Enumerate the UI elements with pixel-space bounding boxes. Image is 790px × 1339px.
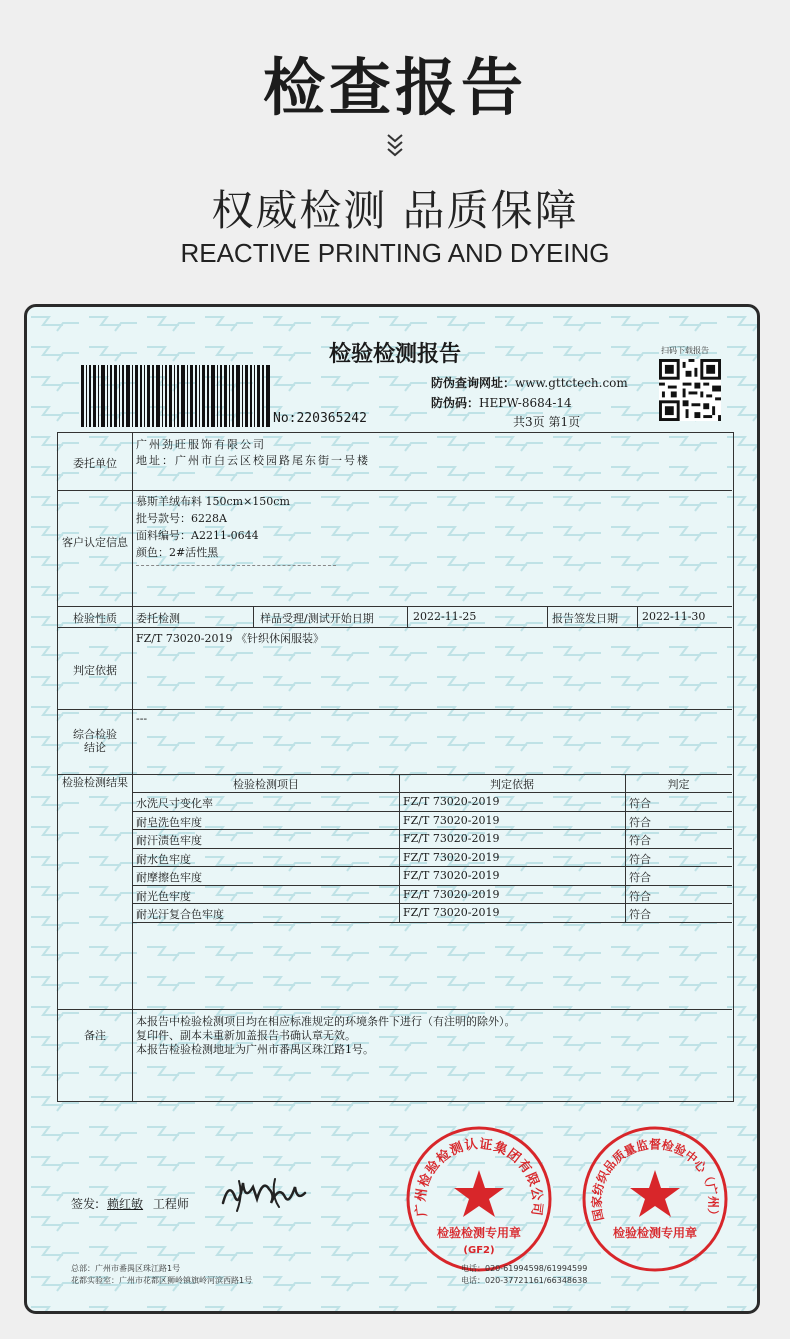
signature-line [71,1195,189,1212]
footer-tel1: 电话：020-61994598/61994599 [461,1264,588,1273]
signer-role: 工程师 [152,1197,189,1211]
table-row-basis: FZ/T 73020-2019 [403,888,500,901]
svg-text:国家纺织品质量监督检验中心（广州）: 国家纺织品质量监督检验中心（广州） [589,1137,721,1223]
table-row-verdict: 符合 [629,908,651,921]
qr-label: 扫码下载报告 [661,346,709,355]
footer-hq: 总部：广州市番禺区珠江路1号 [71,1264,181,1273]
table-row-basis: FZ/T 73020-2019 [403,906,500,919]
table-row-verdict: 符合 [629,890,651,903]
chevron-down-icon [385,130,405,160]
report-form-table [57,432,734,1102]
page-count: 共3页 第1页 [513,415,581,429]
table-row-item: 耐光汗复合色牢度 [136,908,224,921]
query-url[interactable]: www.gttctech.com [515,376,628,390]
conclusion-label: 综合检验结论 [73,728,117,754]
client-label: 委托单位 [73,457,117,470]
table-row-verdict: 符合 [629,871,651,884]
table-row-basis: FZ/T 73020-2019 [403,832,500,845]
table-row-verdict: 符合 [629,797,651,810]
customer-line: 颜色：2#活性黑 [136,546,219,559]
nature-value: 委托检测 [136,612,180,625]
results-header-item: 检验检测项目 [233,778,299,791]
table-row-item: 耐皂洗色牢度 [136,816,202,829]
code-label: 防伪码： [431,396,480,410]
table-row-basis: FZ/T 73020-2019 [403,814,500,827]
footer-huadu: 花都实验室：广州市花都区狮岭镇旗岭河滨西路1号 [71,1276,253,1285]
results-header-verdict: 判定 [667,778,690,791]
report-title: 检验检测报告 [328,341,461,367]
table-row-item: 水洗尺寸变化率 [136,797,213,810]
signer-name: 赖红敏 [107,1197,144,1211]
page-english-subtitle: REACTIVE PRINTING AND DYEING [180,238,610,268]
table-row-item: 耐水色牢度 [136,853,191,866]
svg-text:广州检验检测认证集团有限公司: 广州检验检测认证集团有限公司 [413,1137,545,1218]
customer-line: 面料编号：A2211-0644 [136,529,259,542]
sample-date-label: 样品受理/测试开始日期 [260,612,374,625]
svg-text:检验检测专用章: 检验检测专用章 [612,1226,698,1240]
table-row-basis: FZ/T 73020-2019 [403,795,500,808]
qr-code-icon[interactable] [659,359,721,421]
table-row-item: 耐摩擦色牢度 [136,871,202,884]
table-row-verdict: 符合 [629,853,651,866]
svg-text:检验检测专用章: 检验检测专用章 [436,1226,522,1240]
barcode [81,365,271,427]
remarks-line: 复印件、副本未重新加盖报告书确认章无效。 [136,1029,356,1042]
table-row-item: 耐光色牢度 [136,890,191,903]
table-row-verdict: 符合 [629,816,651,829]
table-row-verdict: 符合 [629,834,651,847]
remarks-line: 本报告检验检测地址为广州市番禺区珠江路1号。 [136,1043,374,1056]
results-header-basis: 判定依据 [490,778,534,791]
remarks-label: 备注 [84,1029,106,1042]
query-label: 防伪查询网址： [431,376,516,390]
client-name: 广州劲旺服饰有限公司 [136,438,266,451]
page-title: 检查报告 [262,51,527,124]
table-row-basis: FZ/T 73020-2019 [403,869,500,882]
page-subtitle: 权威检测 品质保障 [211,186,579,235]
issue-date: 2022-11-30 [642,610,706,623]
anti-counterfeit-info [431,373,628,413]
results-table [133,774,732,922]
customer-info-label: 客户认定信息 [62,536,128,549]
customer-line: 慕斯羊绒布料 150cm×150cm [136,495,290,508]
inspection-seal-stamp [405,1125,553,1273]
report-number: No:220365242 [273,411,367,426]
table-row-basis: FZ/T 73020-2019 [403,851,500,864]
table-row-item: 耐汗渍色牢度 [136,834,202,847]
signature-label: 签发: [71,1197,100,1211]
footer-tel2: 电话：020-37721161/66348638 [461,1276,588,1285]
svg-text:(GF2): (GF2) [463,1245,495,1256]
issue-date-label: 报告签发日期 [552,612,618,625]
code-value: HEPW-8684-14 [479,396,572,410]
conclusion-value: --- [136,712,148,725]
basis-label: 判定依据 [73,664,117,677]
client-address: 地址：广州市白云区校园路尾东街一号楼 [136,454,370,467]
handwritten-signature [217,1173,317,1219]
national-center-seal-stamp [581,1125,729,1273]
customer-line: 批号款号：6228A [136,512,227,525]
nature-label: 检验性质 [73,612,117,625]
sample-date: 2022-11-25 [413,610,477,623]
basis-value: FZ/T 73020-2019 《针织休闲服装》 [136,632,325,645]
report-card [24,304,760,1314]
results-label: 检验检测结果 [62,776,128,789]
dashed-divider [136,565,336,566]
remarks-line: 本报告中检验检测项目均在相应标准规定的环境条件下进行（有注明的除外）。 [136,1015,516,1028]
